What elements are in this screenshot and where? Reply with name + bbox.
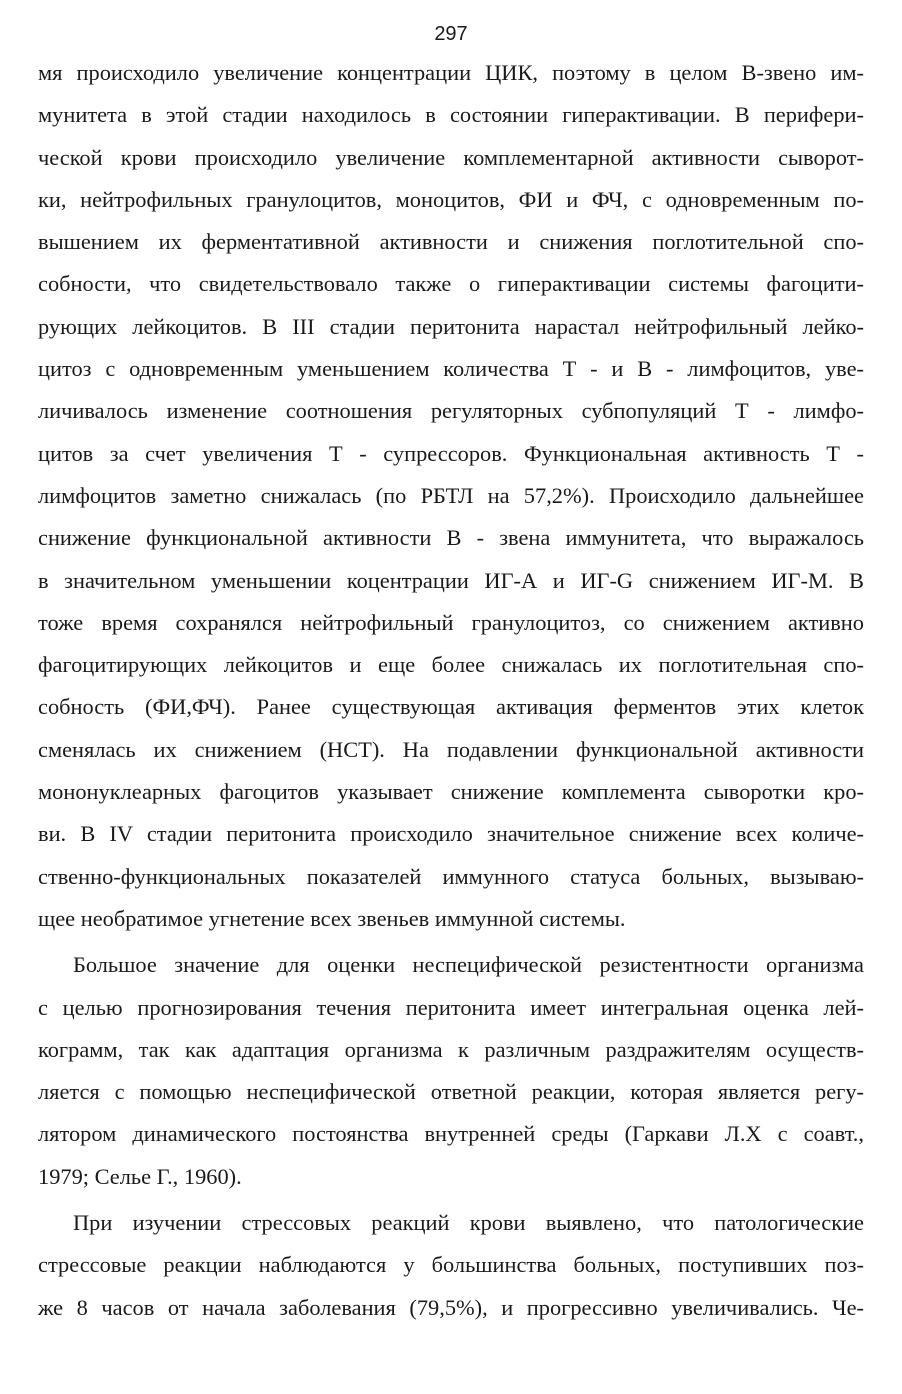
- text-line: в значительном уменьшении коцентрации ИГ-А и ИГ-G снижением ИГ-М. В: [38, 567, 864, 593]
- text-line: При изучении стрессовых реакций крови выявлено, что патологические: [73, 1210, 864, 1236]
- text-line: 1979; Селье Г., 1960).: [38, 1163, 242, 1189]
- text-line: рующих лейкоцитов. В III стадии перитонита нарастал нейтрофильный лейко-: [38, 313, 864, 339]
- text-line: ляется с помощью неспецифической ответной реакции, которая является регу-: [38, 1079, 864, 1105]
- text-line: собности, что свидетельствовало также о гиперактивации системы фагоцити-: [38, 271, 864, 297]
- text-line: щее необратимое угнетение всех звеньев иммунной системы.: [38, 905, 626, 931]
- paragraph-1: [38, 52, 864, 940]
- paragraph-2: [38, 944, 864, 1198]
- page-number: 297: [434, 23, 468, 45]
- text-line: стрессовые реакции наблюдаются у большинства больных, поступивших поз-: [38, 1252, 864, 1278]
- text-line: ственно-функциональных показателей иммунного статуса больных, вызываю-: [38, 863, 864, 889]
- text-line: ки, нейтрофильных гранулоцитов, моноцитов, ФИ и ФЧ, с одновременным по-: [38, 186, 864, 212]
- text-line: сменялась их снижением (НСТ). На подавлении функциональной активности: [38, 736, 864, 762]
- text-line: же 8 часов от начала заболевания (79,5%), и прогрессивно увеличивались. Че-: [38, 1294, 864, 1320]
- text-line: снижение функциональной активности В - звена иммунитета, что выражалось: [38, 525, 864, 551]
- document-body: [38, 52, 864, 1329]
- text-line: кограмм, так как адаптация организма к различным раздражителям осуществ-: [38, 1036, 864, 1062]
- text-line: фагоцитирующих лейкоцитов и еще более снижалась их поглотительная спо-: [38, 652, 864, 678]
- text-line: лятором динамического постоянства внутренней среды (Гаркави Л.Х с соавт.,: [38, 1121, 864, 1147]
- text-line: ческой крови происходило увеличение комплементарной активности сыворот-: [38, 144, 864, 170]
- text-line: лимфоцитов заметно снижалась (по РБТЛ на 57,2%). Происходило дальнейшее: [38, 482, 864, 508]
- text-line: личивалось изменение соотношения регуляторных субпопуляций Т - лимфо-: [38, 398, 864, 424]
- text-line: цитоз с одновременным уменьшением количества Т - и В - лимфоцитов, уве-: [38, 356, 864, 382]
- paragraph-3: [38, 1202, 864, 1329]
- text-line: Большое значение для оценки неспецифической резистентности организма: [73, 952, 864, 978]
- text-line: мунитета в этой стадии находилось в состоянии гиперактивации. В перифери-: [38, 102, 864, 128]
- text-line: ви. В IV стадии перитонита происходило значительное снижение всех количе-: [38, 821, 864, 847]
- text-line: вышением их ферментативной активности и снижения поглотительной спо-: [38, 229, 864, 255]
- text-line: тоже время сохранялся нейтрофильный гранулоцитоз, со снижением активно: [38, 609, 864, 635]
- text-line: мя происходило увеличение концентрации ЦИК, поэтому в целом В-звено им-: [38, 60, 864, 85]
- text-line: цитов за счет увеличения Т - супрессоров. Функциональная активность Т -: [38, 440, 864, 466]
- text-line: собность (ФИ,ФЧ). Ранее существующая активация ферментов этих клеток: [38, 694, 864, 720]
- text-line: мононуклеарных фагоцитов указывает снижение комплемента сыворотки кро-: [38, 779, 864, 805]
- text-line: с целью прогнозирования течения перитонита имеет интегральная оценка лей-: [38, 994, 864, 1020]
